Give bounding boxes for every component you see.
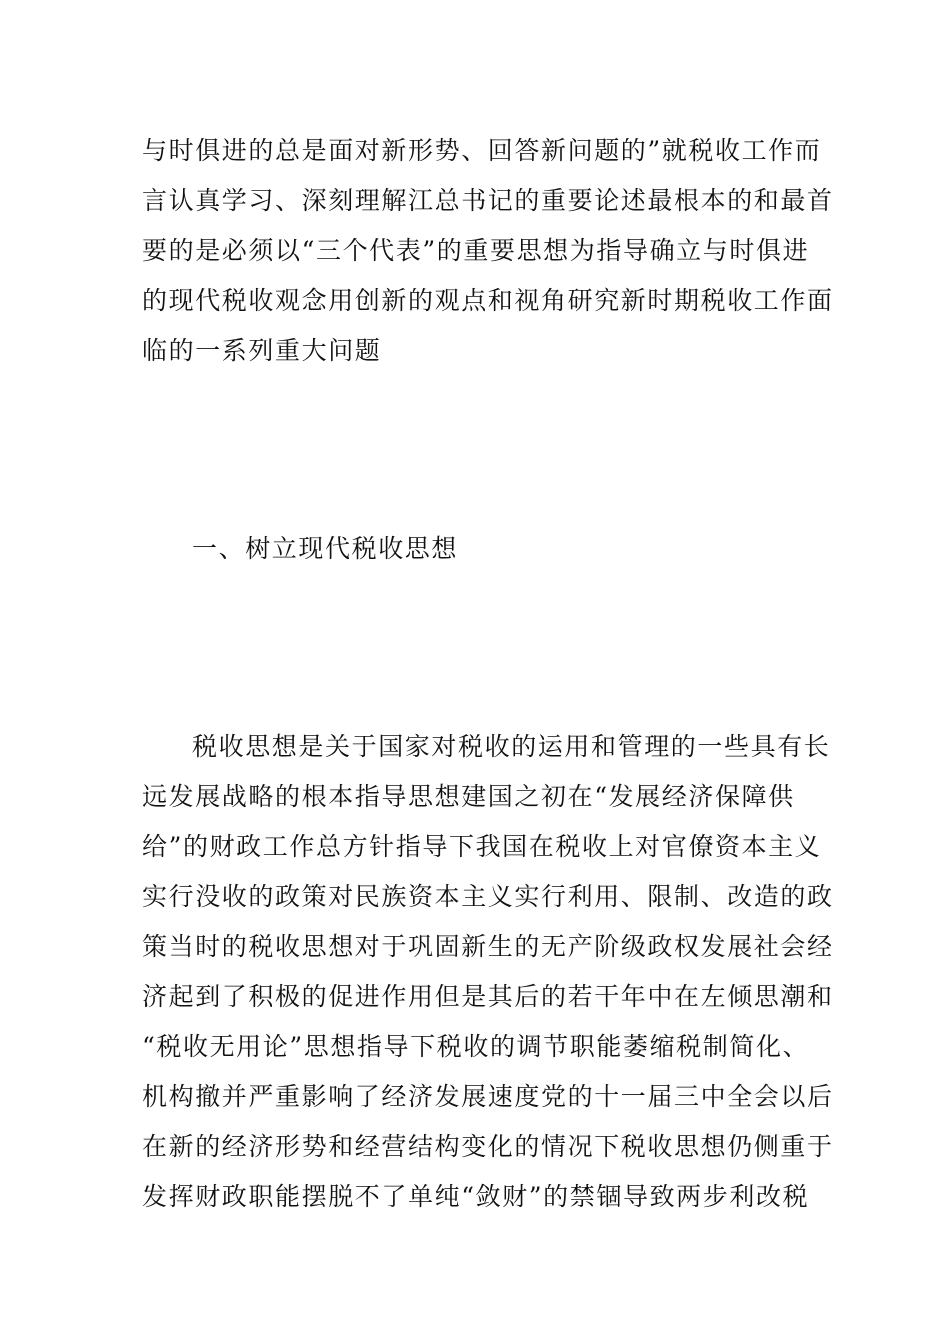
intro-line: 临的一系列重大问题 — [142, 336, 382, 365]
intro-line: 言认真学习、深刻理解江总书记的重要论述最根本的和最首 — [142, 186, 834, 215]
body-line: 给”的财政工作总方针指导下我国在税收上对官僚资本主义 — [142, 832, 822, 861]
body-line: 税收思想是关于国家对税收的运用和管理的一些具有长 — [192, 732, 831, 761]
intro-line: 与时俱进的总是面对新形势、回答新问题的”就税收工作而 — [142, 136, 822, 165]
intro-line: 的现代税收观念用创新的观点和视角研究新时期税收工作面 — [142, 286, 834, 315]
section-heading: 一、树立现代税收思想 — [192, 534, 459, 563]
body-line: 济起到了积极的促进作用但是其后的若干年中在左倾思潮和 — [142, 982, 834, 1011]
body-line: 机构撤并严重影响了经济发展速度党的十一届三中全会以后 — [142, 1082, 834, 1111]
body-line: “税收无用论”思想指导下税收的调节职能萎缩税制简化、 — [142, 1032, 810, 1061]
body-line: 策当时的税收思想对于巩固新生的无产阶级政权发展社会经 — [142, 932, 834, 961]
body-line: 远发展战略的根本指导思想建国之初在“发展经济保障供 — [142, 782, 795, 811]
body-line: 实行没收的政策对民族资本主义实行利用、限制、改造的政 — [142, 882, 834, 911]
body-line: 在新的经济形势和经营结构变化的情况下税收思想仍侧重于 — [142, 1132, 834, 1161]
intro-line: 要的是必须以“三个代表”的重要思想为指导确立与时俱进 — [142, 236, 810, 265]
body-line: 发挥财政职能摆脱不了单纯“敛财”的禁锢导致两步利改税 — [142, 1182, 810, 1211]
